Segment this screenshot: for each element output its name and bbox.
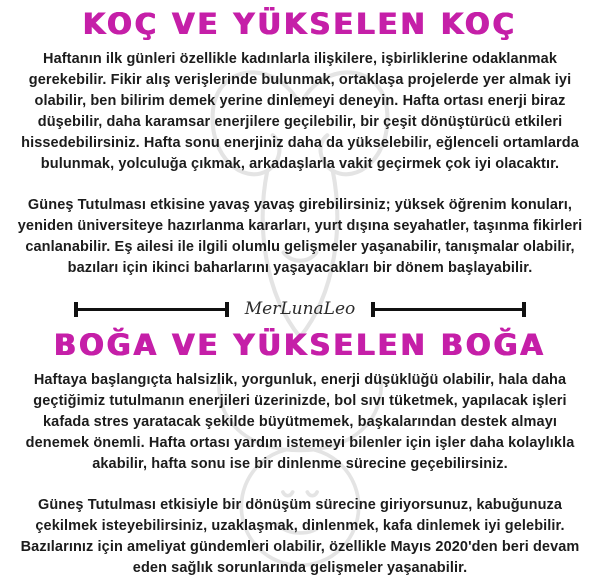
author-signature: MerLunaLeo: [244, 299, 356, 319]
taurus-paragraph-2: Güneş Tutulması etkisiyle bir dönüşüm sürecine giriyorsunuz, kabuğunuza çekilmek isteyebilirsiniz, uzaklaşmak, dinlenmek, kafa dinlemek iyi gelebilir. Bazılarınız için ameliyat gündemleri olabilir, özellikle Mayıs 2020'den beri devam eden sağlık sorunlarında gelişmeler yaşanabilir.: [20, 497, 580, 576]
aries-paragraph-1: Haftanın ilk günleri özellikle kadınlarla ilişkilere, işbirliklerine odaklanmak gerekebilir. Fikir alış verişlerinde bulunmak, ortaklaşa projelerde yer almak iyi olabilir, ben bilirim demek yerine dinlemeyi deneyin. Hafta ortası enerji biraz düşebilir, daha karamsar enerjilere geçilebilir, bir çeşit dönüştürücü etkileri hissedebilirsiniz. Hafta sonu enerjiniz daha da yükselebilir, eğlenceli ortamlarda bulunmak, yolculuğa çıkmak, arkadaşlarla vakit geçirmek çok iyi olacaktır.: [21, 51, 579, 172]
aries-paragraph-2: Güneş Tutulması etkisine yavaş yavaş girebilirsiniz; yüksek öğrenim konuları, yeniden üniversiteye hazırlanma kararları, yurt dışına seyahatler, taşınma fikirleri canlanabilir. Eş ailesi ile ilgili olumlu gelişmeler yaşanabilir, tanışmalar olabilir, bazıları için ikinci baharlarını yaşayacakları bir dönem başlayabilir.: [17, 197, 583, 276]
divider-left-rule: [74, 302, 229, 317]
section-taurus: [0, 321, 600, 579]
section-divider: [0, 299, 600, 319]
section-aries: [0, 0, 600, 279]
divider-right-rule: [371, 302, 526, 317]
aries-section-title: KOÇ VE YÜKSELEN KOÇ: [82, 7, 518, 41]
taurus-section-title: BOĞA VE YÜKSELEN BOĞA: [54, 328, 546, 362]
taurus-paragraph-1: Haftaya başlangıçta halsizlik, yorgunluk, enerji düşüklüğü olabilir, hala daha geçtiğimiz tutulmanın enerjileri üzerinizde, bol sıvı tüketmek, yapılacak işleri kafada stres yaratacak şekilde büyütmemek, başkalarından destek almayı denemek önemli. Hafta ortası yardım istemeyi bilenler için işler daha kolaylıkla akabilir, hafta sonu ise bir dinlenme sürecine geçebilirsiniz.: [25, 372, 575, 472]
